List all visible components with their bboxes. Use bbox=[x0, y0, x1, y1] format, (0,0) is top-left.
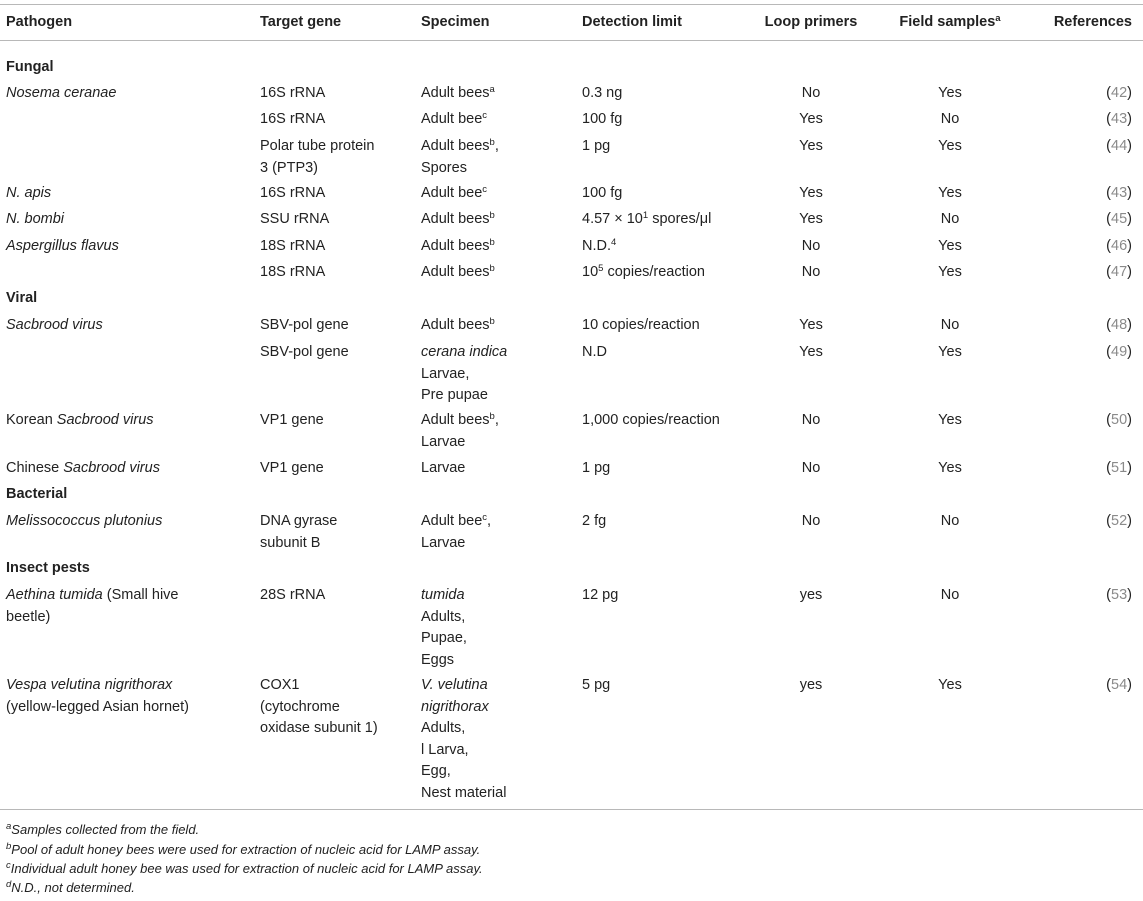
limit-text: 1 pg bbox=[582, 138, 611, 154]
specimen-text: Egg, bbox=[421, 763, 451, 779]
row-detection-limit bbox=[582, 236, 616, 258]
row-loop-primers: Yes bbox=[799, 185, 823, 201]
ref-paren: ( bbox=[1106, 185, 1112, 201]
ref-number: 49 bbox=[1111, 344, 1128, 360]
ref-paren: ) bbox=[1127, 238, 1132, 254]
row-detection-limit bbox=[582, 262, 705, 284]
ref-paren: ( bbox=[1106, 211, 1112, 227]
ref-paren: ) bbox=[1127, 412, 1132, 428]
section-fungal: Fungal bbox=[6, 59, 54, 75]
row-target-gene: subunit B bbox=[260, 534, 321, 551]
row-detection-limit bbox=[582, 83, 622, 105]
specimen-text: Larvae bbox=[421, 460, 466, 476]
row-specimen bbox=[421, 364, 469, 386]
row-specimen bbox=[421, 136, 499, 158]
ref-paren: ) bbox=[1127, 111, 1132, 127]
header-field-samples-sup: a bbox=[995, 13, 1001, 24]
row-target-gene: COX1 bbox=[260, 677, 300, 693]
limit-text: 0.3 ng bbox=[582, 85, 623, 101]
row-reference bbox=[1106, 342, 1132, 364]
row-specimen bbox=[421, 236, 495, 258]
row-pathogen bbox=[6, 585, 178, 607]
row-specimen-italic: cerana indica bbox=[421, 344, 508, 360]
row-specimen bbox=[421, 783, 506, 805]
row-detection-limit bbox=[582, 675, 610, 697]
row-detection-limit bbox=[582, 585, 618, 607]
specimen-text: Adult bees bbox=[421, 211, 490, 227]
row-detection-limit bbox=[582, 209, 711, 231]
row-detection-limit bbox=[582, 410, 720, 432]
row-specimen bbox=[421, 650, 454, 672]
footnote-text: Individual adult honey bee was used for extraction of nucleic acid for LAMP assay. bbox=[10, 861, 483, 876]
row-reference bbox=[1106, 262, 1132, 284]
row-target-gene: oxidase subunit 1) bbox=[260, 720, 378, 736]
pathogen-prefix: Chinese bbox=[6, 460, 64, 476]
ref-paren: ( bbox=[1106, 587, 1112, 603]
row-specimen bbox=[421, 740, 469, 762]
pathogen-name: Sacbrood virus bbox=[6, 317, 103, 333]
pathogen-name: Nosema ceranae bbox=[6, 85, 117, 101]
specimen-sup: c bbox=[482, 110, 488, 121]
ref-number: 47 bbox=[1111, 264, 1128, 280]
header-pathogen: Pathogen bbox=[6, 14, 73, 30]
footnote-text: Samples collected from the field. bbox=[11, 822, 200, 837]
row-detection-limit bbox=[582, 511, 606, 533]
pathogen-prefix: Korean bbox=[6, 412, 57, 428]
limit-text: 5 pg bbox=[582, 677, 611, 693]
row-target-gene: 3 (PTP3) bbox=[260, 159, 319, 176]
footnote-a bbox=[6, 822, 199, 838]
row-specimen bbox=[421, 158, 467, 180]
pathogen-suffix: (Small hive bbox=[102, 587, 179, 603]
footnote-mark: d bbox=[6, 879, 12, 890]
row-field-samples: Yes bbox=[938, 344, 962, 360]
ref-number: 43 bbox=[1111, 185, 1128, 201]
specimen-text: Adult bees bbox=[421, 264, 490, 280]
pathogen-name: N. bombi bbox=[6, 211, 65, 227]
ref-paren: ( bbox=[1106, 677, 1112, 693]
row-field-samples: No bbox=[940, 211, 960, 227]
row-target-gene: 16S rRNA bbox=[260, 85, 326, 101]
ref-number: 46 bbox=[1111, 238, 1128, 254]
limit-text: 1,000 copies/reaction bbox=[582, 412, 720, 428]
row-specimen bbox=[421, 385, 488, 407]
header-target-gene: Target gene bbox=[260, 14, 342, 30]
row-loop-primers: yes bbox=[799, 677, 823, 693]
row-reference bbox=[1106, 511, 1132, 533]
row-detection-limit bbox=[582, 109, 622, 131]
limit-sup: 5 bbox=[598, 263, 604, 274]
ref-number: 54 bbox=[1111, 677, 1128, 693]
specimen-text: Adult bees bbox=[421, 412, 490, 428]
row-reference bbox=[1106, 675, 1132, 697]
row-field-samples: Yes bbox=[938, 185, 962, 201]
specimen-text: Larvae bbox=[421, 433, 466, 450]
specimen-text: Spores bbox=[421, 159, 467, 176]
footnote-mark: b bbox=[6, 841, 12, 852]
ref-paren: ( bbox=[1106, 513, 1112, 529]
specimen-trail: , bbox=[487, 513, 492, 529]
row-specimen bbox=[421, 761, 451, 783]
row-specimen bbox=[421, 209, 495, 231]
footnote-mark: c bbox=[6, 860, 11, 871]
row-target-gene: VP1 gene bbox=[260, 460, 324, 476]
row-reference bbox=[1106, 209, 1132, 231]
limit-text: 10 copies/reaction bbox=[582, 317, 700, 333]
row-specimen bbox=[421, 410, 499, 432]
row-pathogen bbox=[6, 183, 51, 205]
row-specimen bbox=[421, 262, 495, 284]
row-target-gene: 18S rRNA bbox=[260, 238, 326, 254]
row-reference bbox=[1106, 236, 1132, 258]
header-field-samples bbox=[899, 12, 1000, 34]
row-specimen bbox=[421, 718, 465, 740]
row-detection-limit bbox=[582, 458, 610, 480]
limit-sup: 4 bbox=[611, 237, 617, 248]
row-loop-primers: Yes bbox=[799, 317, 823, 333]
row-reference bbox=[1106, 136, 1132, 158]
specimen-text: l Larva, bbox=[421, 741, 469, 758]
row-field-samples: Yes bbox=[938, 264, 962, 280]
pathogen-italic: Vespa velutina nigrithorax bbox=[6, 677, 173, 693]
row-target-gene: 18S rRNA bbox=[260, 264, 326, 280]
limit-text: N.D. bbox=[582, 238, 611, 254]
specimen-sup: b bbox=[489, 237, 495, 248]
limit-text: 4.57 × 10 bbox=[582, 211, 643, 227]
row-loop-primers: No bbox=[801, 513, 821, 529]
row-pathogen bbox=[6, 458, 160, 480]
ref-paren: ) bbox=[1127, 85, 1132, 101]
row-target-gene: VP1 gene bbox=[260, 412, 324, 428]
specimen-text: Adult bee bbox=[421, 185, 483, 201]
row-pathogen bbox=[6, 209, 64, 231]
limit-text: 12 pg bbox=[582, 587, 619, 603]
pathogen-italic: Sacbrood virus bbox=[63, 460, 160, 476]
row-specimen bbox=[421, 511, 491, 533]
row-reference bbox=[1106, 315, 1132, 337]
specimen-text: Adult bee bbox=[421, 111, 483, 127]
ref-number: 45 bbox=[1111, 211, 1128, 227]
pathogen-italic: Sacbrood virus bbox=[56, 412, 154, 428]
limit-text: 10 bbox=[582, 264, 599, 280]
specimen-sup: a bbox=[489, 84, 495, 95]
ref-paren: ) bbox=[1127, 264, 1132, 280]
specimen-text: Larvae, bbox=[421, 365, 470, 382]
row-specimen bbox=[421, 628, 467, 650]
ref-number: 44 bbox=[1111, 138, 1128, 154]
ref-number: 42 bbox=[1111, 85, 1128, 101]
row-reference bbox=[1106, 109, 1132, 131]
ref-paren: ( bbox=[1106, 412, 1112, 428]
pathogen-italic: Aethina tumida bbox=[6, 587, 103, 603]
row-target-gene: 28S rRNA bbox=[260, 587, 326, 603]
row-target-gene: DNA gyrase bbox=[260, 513, 338, 529]
row-specimen bbox=[421, 183, 487, 205]
ref-paren: ) bbox=[1127, 344, 1132, 360]
ref-number: 52 bbox=[1111, 513, 1128, 529]
row-loop-primers: Yes bbox=[799, 111, 823, 127]
row-target-gene: (cytochrome bbox=[260, 698, 340, 715]
header-loop-primers: Loop primers bbox=[764, 14, 858, 30]
row-loop-primers: Yes bbox=[799, 211, 823, 227]
ref-paren: ( bbox=[1106, 317, 1112, 333]
pathogen-name: Melissococcus plutonius bbox=[6, 513, 163, 529]
row-field-samples: Yes bbox=[938, 412, 962, 428]
row-specimen-italic: tumida bbox=[421, 587, 465, 603]
row-loop-primers: Yes bbox=[799, 138, 823, 154]
ref-paren: ) bbox=[1127, 138, 1132, 154]
ref-number: 51 bbox=[1111, 460, 1128, 476]
row-reference bbox=[1106, 83, 1132, 105]
specimen-sup: b bbox=[489, 263, 495, 274]
row-detection-limit bbox=[582, 183, 622, 205]
row-field-samples: No bbox=[940, 513, 960, 529]
footnote-d bbox=[6, 880, 135, 896]
row-detection-limit bbox=[582, 315, 700, 337]
row-field-samples: No bbox=[940, 587, 960, 603]
header-references: References bbox=[1053, 14, 1132, 30]
ref-paren: ) bbox=[1127, 185, 1132, 201]
specimen-sup: b bbox=[489, 411, 495, 422]
ref-number: 48 bbox=[1111, 317, 1128, 333]
specimen-text: Eggs bbox=[421, 651, 455, 668]
row-detection-limit bbox=[582, 136, 610, 158]
row-specimen bbox=[421, 109, 487, 131]
row-field-samples: Yes bbox=[938, 677, 962, 693]
row-pathogen bbox=[6, 675, 172, 697]
row-target-gene: SSU rRNA bbox=[260, 211, 330, 227]
row-target-gene: Polar tube protein bbox=[260, 138, 375, 154]
row-loop-primers: No bbox=[801, 85, 821, 101]
section-bacterial: Bacterial bbox=[6, 486, 68, 502]
ref-paren: ) bbox=[1127, 677, 1132, 693]
footnote-text: Pool of adult honey bees were used for extraction of nucleic acid for LAMP assay. bbox=[11, 842, 481, 857]
row-reference bbox=[1106, 183, 1132, 205]
row-target-gene: SBV-pol gene bbox=[260, 344, 349, 360]
section-viral: Viral bbox=[6, 290, 38, 306]
row-pathogen bbox=[6, 315, 103, 337]
row-reference bbox=[1106, 585, 1132, 607]
specimen-text: Adults, bbox=[421, 720, 466, 736]
limit-sup: 1 bbox=[642, 210, 649, 221]
header-rule bbox=[0, 40, 1143, 41]
pathogen-name: N. apis bbox=[6, 185, 52, 201]
row-loop-primers: No bbox=[801, 412, 821, 428]
ref-paren: ) bbox=[1127, 211, 1132, 227]
limit-text: 100 fg bbox=[582, 111, 623, 127]
pathogen-name: Aspergillus flavus bbox=[6, 238, 119, 254]
row-pathogen bbox=[6, 511, 162, 533]
specimen-text: Adult bees bbox=[421, 238, 490, 254]
row-detection-limit bbox=[582, 342, 607, 364]
row-pathogen bbox=[6, 236, 119, 258]
row-target-gene: 16S rRNA bbox=[260, 185, 326, 201]
footnote-c bbox=[6, 861, 483, 877]
bottom-rule bbox=[0, 809, 1143, 810]
ref-paren: ( bbox=[1106, 264, 1112, 280]
specimen-text: Pre pupae bbox=[421, 387, 488, 403]
limit-suffix: spores/μl bbox=[648, 211, 712, 227]
row-specimen bbox=[421, 533, 465, 555]
limit-text: 2 fg bbox=[582, 513, 607, 529]
ref-paren: ( bbox=[1106, 138, 1112, 154]
specimen-sup: b bbox=[489, 316, 495, 327]
row-specimen-italic: V. velutina bbox=[421, 677, 488, 693]
row-field-samples: Yes bbox=[938, 138, 962, 154]
footnote-text: N.D., not determined. bbox=[11, 880, 135, 895]
row-specimen bbox=[421, 83, 495, 105]
specimen-text: Adult bees bbox=[421, 85, 490, 101]
specimen-sup: b bbox=[489, 210, 495, 221]
row-specimen bbox=[421, 607, 465, 629]
specimen-trail: , bbox=[494, 138, 499, 154]
specimen-trail: , bbox=[494, 412, 499, 428]
ref-number: 50 bbox=[1111, 412, 1128, 428]
specimen-text: Pupae, bbox=[421, 630, 467, 646]
row-field-samples: Yes bbox=[938, 238, 962, 254]
row-loop-primers: Yes bbox=[799, 344, 823, 360]
footnote-mark: a bbox=[6, 821, 12, 832]
limit-text: N.D bbox=[582, 344, 607, 360]
row-specimen bbox=[421, 432, 465, 454]
footnote-b bbox=[6, 842, 480, 858]
header-specimen: Specimen bbox=[421, 14, 490, 30]
specimen-text: Adults, bbox=[421, 608, 466, 625]
row-loop-primers: No bbox=[801, 238, 821, 254]
ref-paren: ) bbox=[1127, 587, 1132, 603]
row-loop-primers: No bbox=[801, 264, 821, 280]
row-target-gene: SBV-pol gene bbox=[260, 317, 349, 333]
row-field-samples: Yes bbox=[938, 460, 962, 476]
specimen-sup: c bbox=[482, 184, 488, 195]
row-loop-primers: yes bbox=[799, 587, 823, 603]
row-pathogen bbox=[6, 83, 116, 105]
ref-paren: ( bbox=[1106, 85, 1112, 101]
header-field-samples-text: Field samples bbox=[899, 14, 996, 30]
ref-paren: ( bbox=[1106, 238, 1112, 254]
pathogen-line2: beetle) bbox=[6, 608, 51, 625]
ref-paren: ( bbox=[1106, 344, 1112, 360]
section-insect: Insect pests bbox=[6, 560, 90, 576]
row-reference bbox=[1106, 458, 1132, 480]
specimen-text: Larvae bbox=[421, 534, 466, 551]
specimen-text: Adult bee bbox=[421, 513, 483, 529]
row-specimen-italic: nigrithorax bbox=[421, 698, 489, 715]
ref-paren: ( bbox=[1106, 111, 1112, 127]
limit-text: 100 fg bbox=[582, 185, 623, 201]
header-detection-limit: Detection limit bbox=[582, 14, 682, 30]
limit-suffix: copies/reaction bbox=[603, 264, 705, 280]
row-specimen bbox=[421, 315, 495, 337]
specimen-sup: c bbox=[482, 512, 488, 523]
specimen-text: Nest material bbox=[421, 784, 507, 801]
row-reference bbox=[1106, 410, 1132, 432]
ref-paren: ) bbox=[1127, 513, 1132, 529]
ref-paren: ) bbox=[1127, 317, 1132, 333]
ref-number: 43 bbox=[1111, 111, 1128, 127]
row-target-gene: 16S rRNA bbox=[260, 111, 326, 127]
row-field-samples: No bbox=[940, 111, 960, 127]
specimen-text: Adult bees bbox=[421, 317, 490, 333]
ref-paren: ( bbox=[1106, 460, 1112, 476]
row-loop-primers: No bbox=[801, 460, 821, 476]
row-specimen bbox=[421, 458, 465, 480]
specimen-sup: b bbox=[489, 137, 495, 148]
pathogen-line2: (yellow-legged Asian hornet) bbox=[6, 698, 189, 715]
row-field-samples: No bbox=[940, 317, 960, 333]
ref-paren: ) bbox=[1127, 460, 1132, 476]
limit-text: 1 pg bbox=[582, 460, 611, 476]
row-pathogen bbox=[6, 410, 154, 432]
specimen-text: Adult bees bbox=[421, 138, 490, 154]
top-rule bbox=[0, 4, 1143, 5]
row-field-samples: Yes bbox=[938, 85, 962, 101]
ref-number: 53 bbox=[1111, 587, 1128, 603]
